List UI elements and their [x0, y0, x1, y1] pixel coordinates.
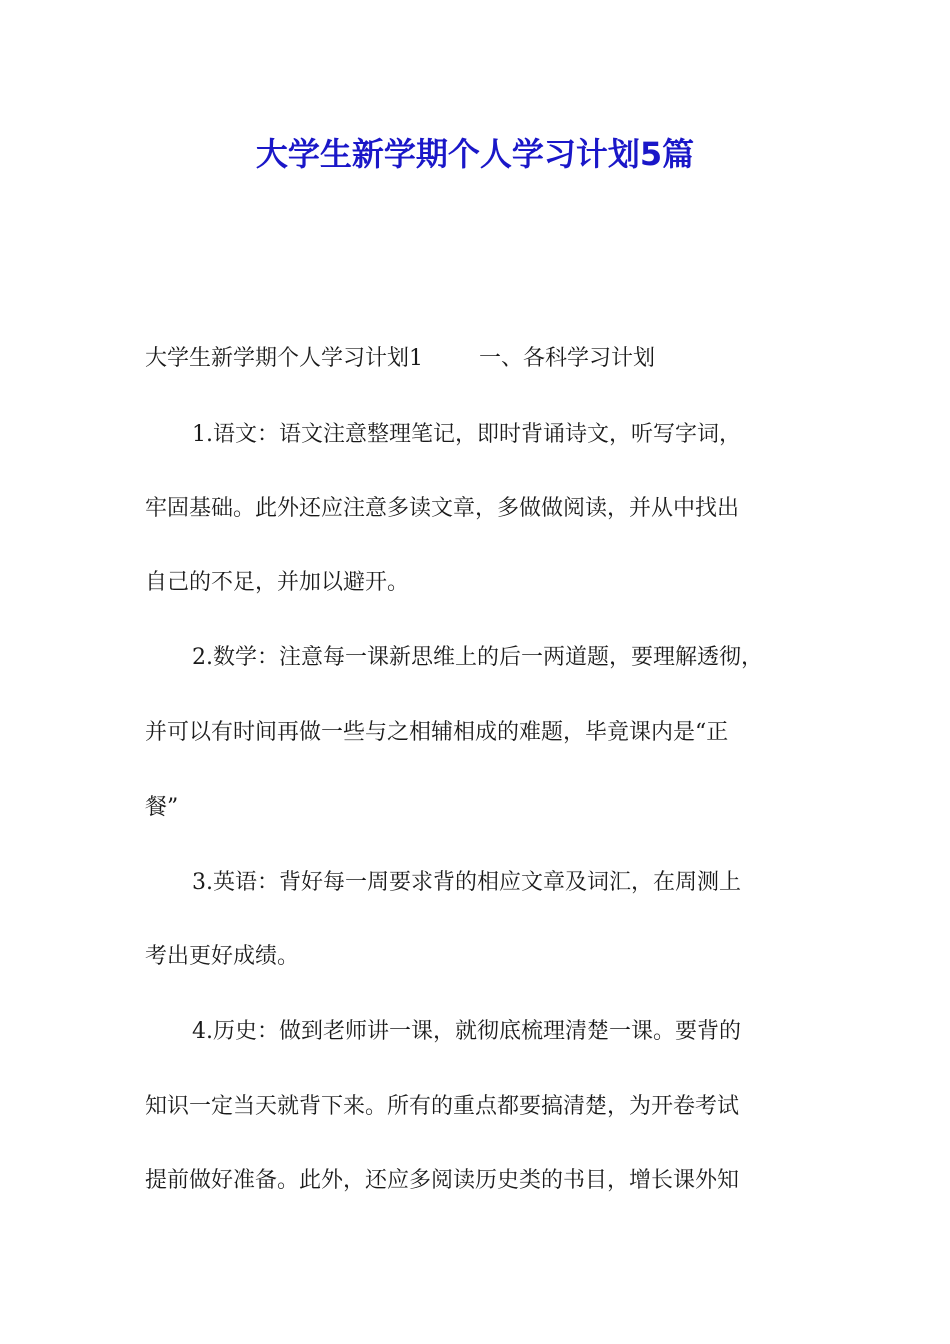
paragraph-history-line-3: 提前做好准备。此外，还应多阅读历史类的书目，增长课外知 — [145, 1168, 740, 1193]
paragraph-math-line-3: 餐” — [145, 795, 179, 820]
document-title: 大学生新学期个人学习计划5篇 — [255, 135, 695, 173]
section-heading: 一、各科学习计划 — [479, 346, 656, 371]
paragraph-english-line-2: 考出更好成绩。 — [145, 944, 300, 969]
plan-heading: 大学生新学期个人学习计划1 — [145, 346, 423, 371]
intro-line — [145, 344, 825, 374]
paragraph-chinese-line-3: 自己的不足，并加以避开。 — [145, 570, 410, 595]
paragraph-math-line-2: 并可以有时间再做一些与之相辅相成的难题，毕竟课内是“正 — [145, 720, 729, 745]
paragraph-chinese-line-1: 1.语文：语文注意整理笔记，即时背诵诗文，听写字词， — [192, 422, 741, 447]
paragraph-chinese-line-2: 牢固基础。此外还应注意多读文章，多做做阅读，并从中找出 — [145, 496, 740, 521]
paragraph-history-line-1: 4.历史：做到老师讲一课，就彻底梳理清楚一课。要背的 — [192, 1019, 741, 1044]
paragraph-history-line-2: 知识一定当天就背下来。所有的重点都要搞清楚，为开卷考试 — [145, 1094, 740, 1119]
paragraph-english-line-1: 3.英语：背好每一周要求背的相应文章及词汇，在周测上 — [192, 870, 741, 895]
paragraph-math-line-1: 2.数学：注意每一课新思维上的后一两道题，要理解透彻， — [192, 645, 763, 670]
